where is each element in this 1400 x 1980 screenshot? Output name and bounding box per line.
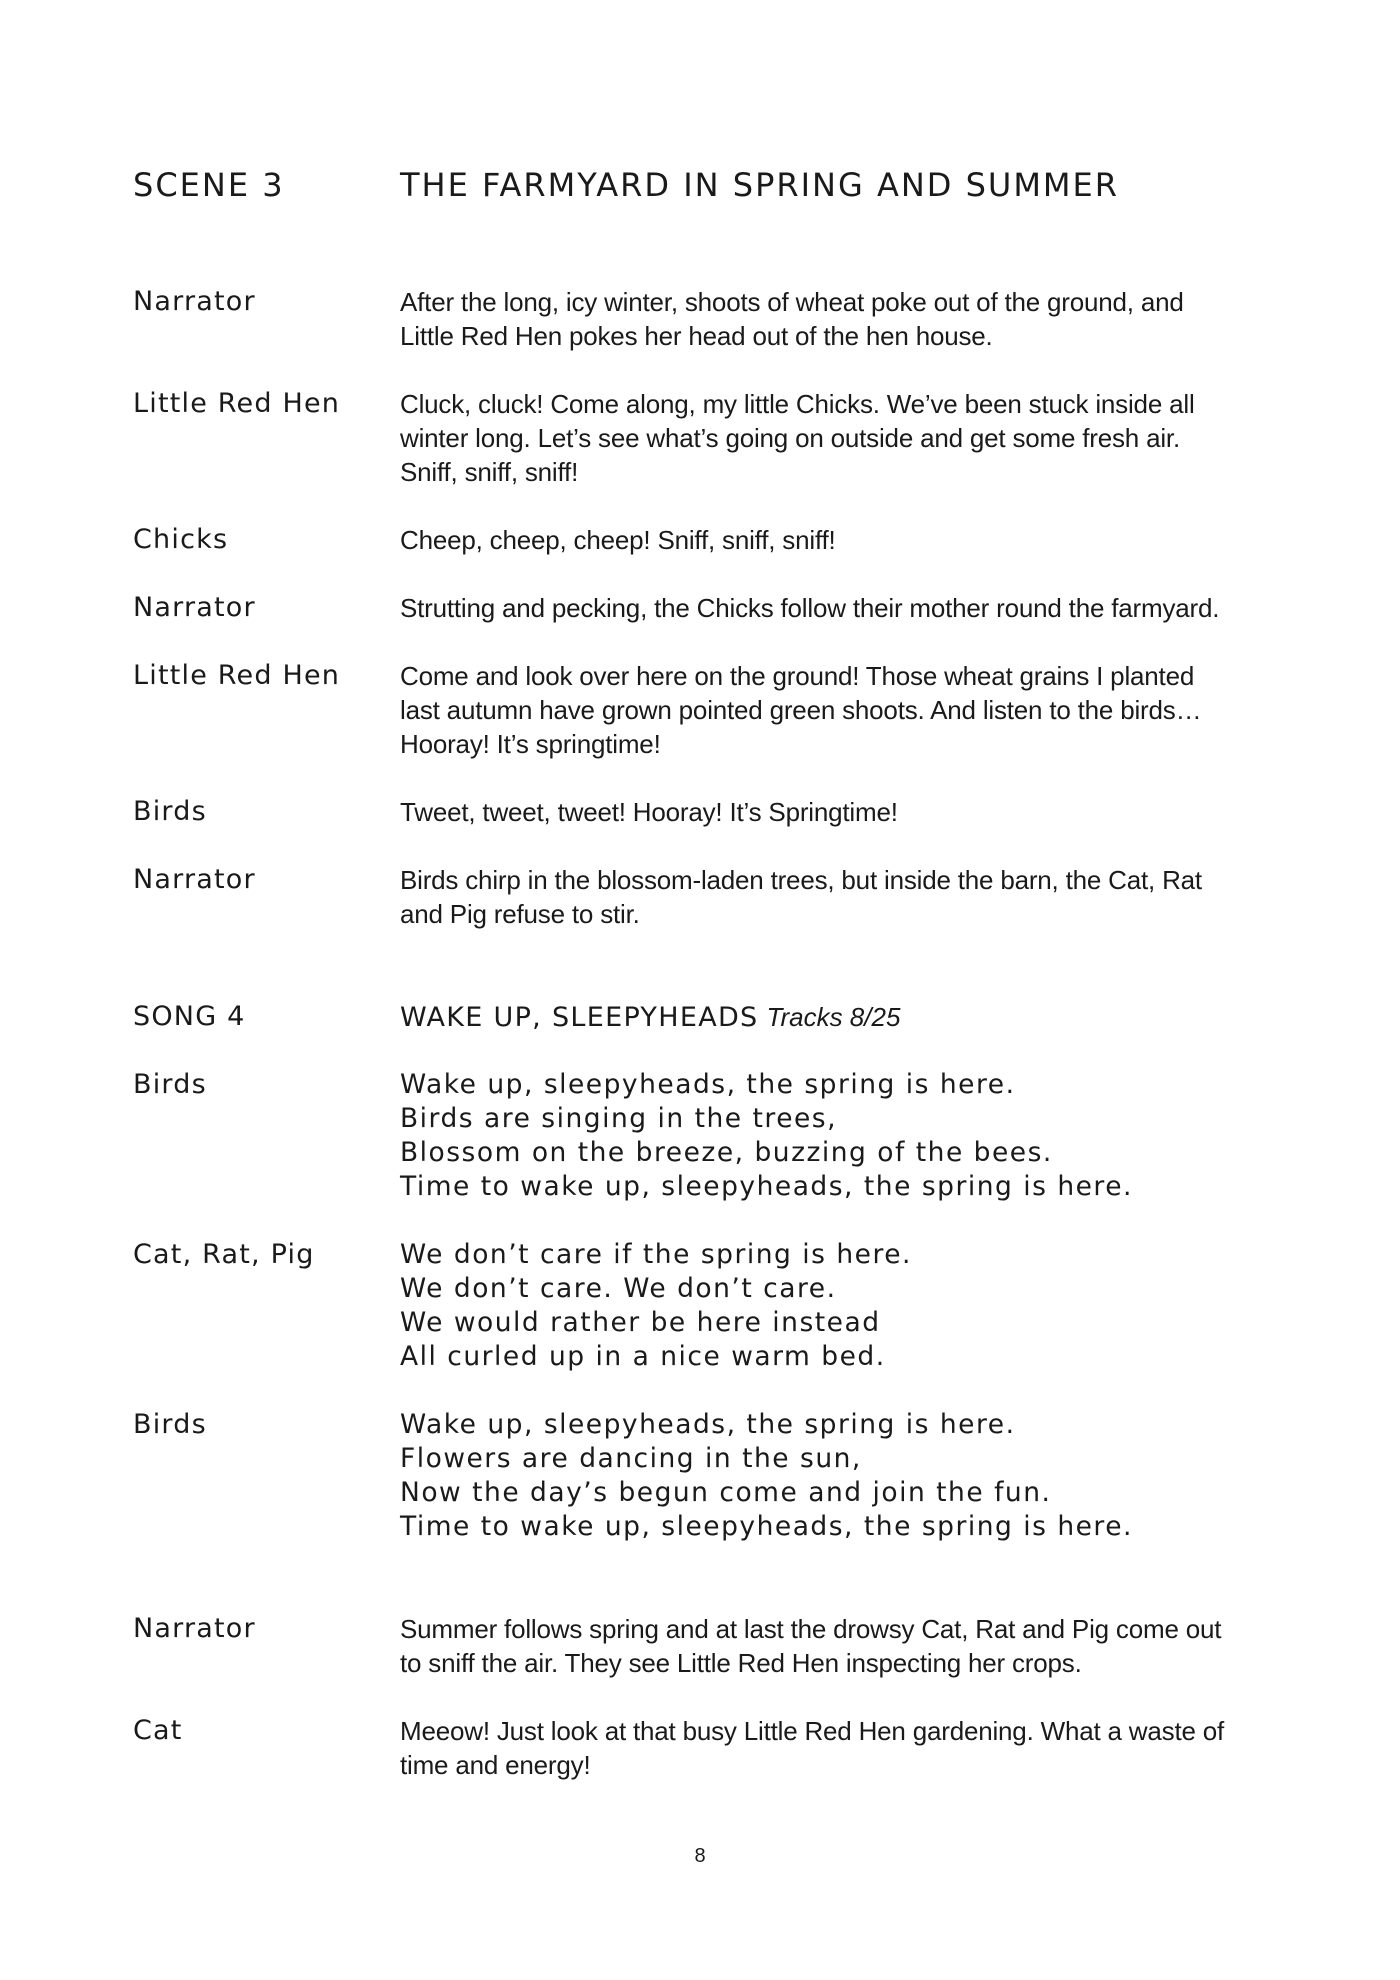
dialogue-text [400, 863, 1280, 931]
lyric-line: We don’t care if the spring is here. [400, 1239, 912, 1270]
dialogue-line: Strutting and pecking, the Chicks follow their mother round the farmyard. [400, 593, 1220, 623]
dialogue-line: last autumn have grown pointed green shoots. And listen to the birds… [400, 695, 1202, 725]
dialogue-text [400, 795, 1280, 829]
dialogue-line: Hooray! It’s springtime! [400, 729, 661, 759]
lyrics [400, 1238, 1280, 1374]
lyric-line: Wake up, sleepyheads, the spring is here. [400, 1409, 1016, 1440]
speaker-name: Narrator [133, 864, 256, 895]
scene-title: THE FARMYARD IN SPRING AND SUMMER [400, 166, 1119, 204]
dialogue-text [400, 387, 1280, 489]
speaker-name: Birds [133, 796, 207, 827]
lyrics [400, 1068, 1280, 1204]
dialogue-line: Sniff, sniff, sniff! [400, 457, 579, 487]
dialogue-line: Come and look over here on the ground! Those wheat grains I planted [400, 661, 1195, 691]
speaker-name: Narrator [133, 592, 256, 623]
lyric-line: All curled up in a nice warm bed. [400, 1341, 886, 1372]
lyric-line: Blossom on the breeze, buzzing of the bees. [400, 1137, 1053, 1168]
dialogue-text [400, 1612, 1280, 1680]
song-tracks: Tracks 8/25 [766, 1002, 901, 1032]
song-title: WAKE UP, SLEEPYHEADS [400, 1002, 759, 1033]
dialogue-line: After the long, icy winter, shoots of wheat poke out of the ground, and [400, 287, 1184, 317]
lyric-line: Flowers are dancing in the sun, [400, 1443, 862, 1474]
dialogue-text [400, 591, 1280, 625]
lyric-line: Birds are singing in the trees, [400, 1103, 838, 1134]
lyric-line: Wake up, sleepyheads, the spring is here. [400, 1069, 1016, 1100]
dialogue-line: Birds chirp in the blossom-laden trees, but inside the barn, the Cat, Rat [400, 865, 1202, 895]
speaker-name: Chicks [133, 524, 229, 555]
dialogue-line: Tweet, tweet, tweet! Hooray! It’s Springtime! [400, 797, 898, 827]
singer-name: Birds [133, 1069, 207, 1100]
speaker-name: Cat [133, 1715, 183, 1746]
dialogue-line: winter long. Let’s see what’s going on outside and get some fresh air. [400, 423, 1180, 453]
speaker-name: Narrator [133, 1613, 256, 1644]
lyric-line: Time to wake up, sleepyheads, the spring is here. [400, 1511, 1133, 1542]
lyric-line: Now the day’s begun come and join the fun. [400, 1477, 1052, 1508]
song-title-line [400, 1000, 1280, 1035]
dialogue-text [400, 285, 1280, 353]
speaker-name: Narrator [133, 286, 256, 317]
dialogue-line: Meeow! Just look at that busy Little Red Hen gardening. What a waste of [400, 1716, 1225, 1746]
lyric-line: Time to wake up, sleepyheads, the spring is here. [400, 1171, 1133, 1202]
dialogue-line: Cheep, cheep, cheep! Sniff, sniff, sniff! [400, 525, 836, 555]
speaker-name: Little Red Hen [133, 388, 341, 419]
singer-name: Birds [133, 1409, 207, 1440]
lyrics [400, 1408, 1280, 1544]
dialogue-line: Little Red Hen pokes her head out of the hen house. [400, 321, 993, 351]
lyric-line: We don’t care. We don’t care. [400, 1273, 837, 1304]
speaker-name: Little Red Hen [133, 660, 341, 691]
dialogue-text [400, 659, 1280, 761]
dialogue-line: Cluck, cluck! Come along, my little Chicks. We’ve been stuck inside all [400, 389, 1195, 419]
singer-name: Cat, Rat, Pig [133, 1239, 315, 1270]
dialogue-line: time and energy! [400, 1750, 591, 1780]
scene-label: SCENE 3 [133, 166, 285, 204]
song-label: SONG 4 [133, 1001, 246, 1032]
dialogue-line: and Pig refuse to stir. [400, 899, 640, 929]
dialogue-line: Summer follows spring and at last the drowsy Cat, Rat and Pig come out [400, 1614, 1222, 1644]
page-number: 8 [694, 1845, 706, 1867]
dialogue-line: to sniff the air. They see Little Red Hen inspecting her crops. [400, 1648, 1082, 1678]
lyric-line: We would rather be here instead [400, 1307, 881, 1338]
dialogue-text [400, 1714, 1280, 1782]
dialogue-text [400, 523, 1280, 557]
